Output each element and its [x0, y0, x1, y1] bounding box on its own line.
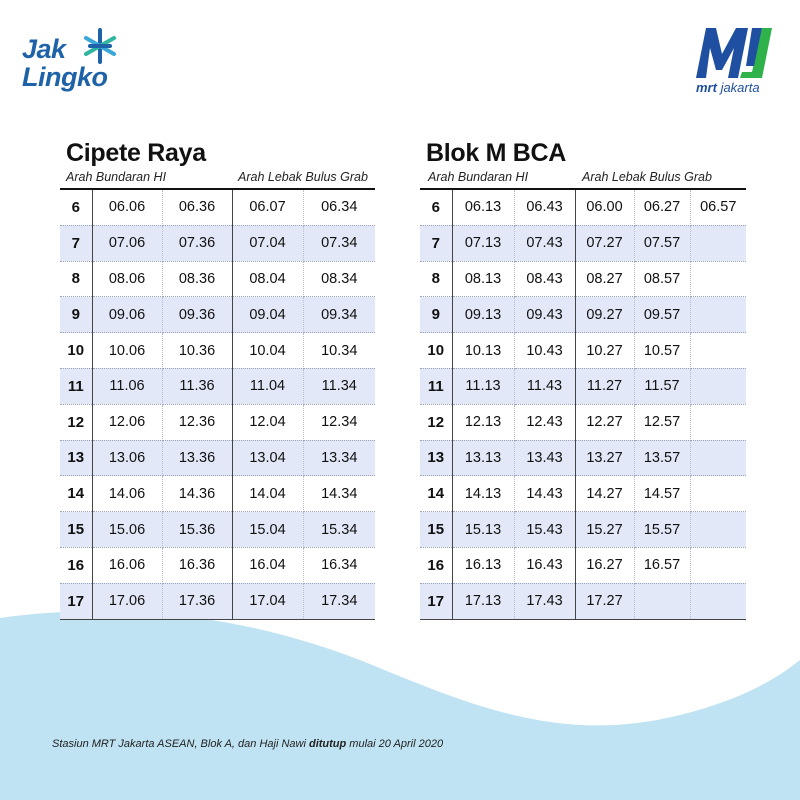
table-row — [420, 190, 746, 225]
hour-cell: 11 — [420, 368, 452, 404]
table-row — [420, 512, 746, 548]
time-cell — [634, 583, 690, 619]
time-cell: 06.34 — [303, 190, 375, 225]
time-cell: 09.27 — [575, 297, 634, 333]
table-row — [420, 261, 746, 297]
hour-cell: 13 — [420, 440, 452, 476]
time-cell: 14.57 — [634, 476, 690, 512]
time-cell: 07.13 — [452, 225, 514, 261]
time-cell: 07.43 — [514, 225, 575, 261]
time-cell: 15.36 — [162, 512, 232, 548]
direction-bundaran-hi: Arah Bundaran HI — [66, 170, 167, 184]
time-cell — [690, 297, 746, 333]
table-row — [60, 225, 375, 261]
time-cell: 14.34 — [303, 476, 375, 512]
time-cell: 08.27 — [575, 261, 634, 297]
time-cell: 10.04 — [232, 333, 303, 369]
mrt-mark-icon — [692, 22, 778, 80]
time-cell: 12.57 — [634, 404, 690, 440]
time-cell: 09.57 — [634, 297, 690, 333]
time-cell: 09.04 — [232, 297, 303, 333]
time-cell: 17.06 — [92, 583, 162, 619]
time-cell — [690, 476, 746, 512]
time-cell: 13.13 — [452, 440, 514, 476]
time-cell: 09.34 — [303, 297, 375, 333]
time-cell: 06.43 — [514, 190, 575, 225]
hour-cell: 9 — [420, 297, 452, 333]
hour-cell: 15 — [420, 512, 452, 548]
station-title: Cipete Raya — [66, 139, 206, 167]
jaklingko-logo-line1: Jak — [22, 34, 66, 64]
time-cell: 07.06 — [92, 225, 162, 261]
direction-header — [420, 168, 746, 190]
time-cell: 06.57 — [690, 190, 746, 225]
time-cell: 15.43 — [514, 512, 575, 548]
hour-cell: 12 — [60, 404, 92, 440]
table-row — [420, 476, 746, 512]
time-cell: 16.34 — [303, 547, 375, 583]
time-cell — [690, 368, 746, 404]
time-cell: 13.06 — [92, 440, 162, 476]
direction-lebak-bulus: Arah Lebak Bulus Grab — [582, 170, 712, 184]
table-row — [420, 404, 746, 440]
table-row — [60, 512, 375, 548]
time-cell: 06.13 — [452, 190, 514, 225]
time-cell: 13.27 — [575, 440, 634, 476]
time-cell: 09.06 — [92, 297, 162, 333]
time-cell: 14.13 — [452, 476, 514, 512]
time-cell: 06.27 — [634, 190, 690, 225]
time-cell: 13.34 — [303, 440, 375, 476]
time-cell: 17.43 — [514, 583, 575, 619]
time-cell: 10.36 — [162, 333, 232, 369]
time-cell: 08.36 — [162, 261, 232, 297]
hour-cell: 17 — [60, 583, 92, 619]
blok-m-bca-schedule — [420, 138, 746, 620]
table-row — [60, 440, 375, 476]
hour-cell: 14 — [60, 476, 92, 512]
time-cell: 07.34 — [303, 225, 375, 261]
time-cell: 09.13 — [452, 297, 514, 333]
time-cell: 09.36 — [162, 297, 232, 333]
hour-cell: 8 — [60, 261, 92, 297]
time-cell: 10.06 — [92, 333, 162, 369]
time-cell: 17.27 — [575, 583, 634, 619]
time-cell: 11.36 — [162, 368, 232, 404]
time-cell — [690, 225, 746, 261]
hour-cell: 6 — [60, 190, 92, 225]
table-row — [60, 547, 375, 583]
table-row — [420, 547, 746, 583]
closure-notice — [52, 738, 443, 750]
hour-cell: 6 — [420, 190, 452, 225]
time-cell: 09.43 — [514, 297, 575, 333]
time-cell — [690, 333, 746, 369]
mrt-logo-caption — [696, 80, 760, 95]
table-row — [60, 404, 375, 440]
direction-lebak-bulus: Arah Lebak Bulus Grab — [238, 170, 368, 184]
time-cell: 08.06 — [92, 261, 162, 297]
time-cell: 15.04 — [232, 512, 303, 548]
table-row — [420, 333, 746, 369]
time-cell: 16.04 — [232, 547, 303, 583]
time-cell: 10.43 — [514, 333, 575, 369]
direction-header — [60, 168, 375, 190]
cipete-raya-schedule — [60, 138, 375, 620]
time-cell: 13.36 — [162, 440, 232, 476]
time-cell: 10.27 — [575, 333, 634, 369]
table-row — [60, 261, 375, 297]
hour-cell: 9 — [60, 297, 92, 333]
hour-cell: 7 — [60, 225, 92, 261]
time-cell: 15.13 — [452, 512, 514, 548]
time-cell: 17.04 — [232, 583, 303, 619]
notice-bold: ditutup — [308, 738, 347, 750]
time-cell: 13.04 — [232, 440, 303, 476]
time-cell: 14.36 — [162, 476, 232, 512]
time-cell: 11.57 — [634, 368, 690, 404]
time-cell: 17.34 — [303, 583, 375, 619]
time-cell: 06.36 — [162, 190, 232, 225]
time-cell: 08.43 — [514, 261, 575, 297]
hour-cell: 8 — [420, 261, 452, 297]
time-cell: 16.13 — [452, 547, 514, 583]
hour-cell: 10 — [420, 333, 452, 369]
time-cell — [690, 547, 746, 583]
hour-cell: 14 — [420, 476, 452, 512]
table-row — [420, 225, 746, 261]
time-cell: 12.34 — [303, 404, 375, 440]
time-cell: 11.43 — [514, 368, 575, 404]
station-title: Blok M BCA — [426, 139, 567, 167]
time-cell: 14.04 — [232, 476, 303, 512]
hour-cell: 16 — [60, 547, 92, 583]
hour-cell: 13 — [60, 440, 92, 476]
time-cell: 07.04 — [232, 225, 303, 261]
time-cell: 07.27 — [575, 225, 634, 261]
schedule-table — [60, 190, 375, 620]
time-cell: 12.43 — [514, 404, 575, 440]
time-cell: 08.34 — [303, 261, 375, 297]
time-cell: 11.06 — [92, 368, 162, 404]
hour-cell: 7 — [420, 225, 452, 261]
notice-prefix: Stasiun MRT Jakarta ASEAN, Blok A, dan Haji Nawi — [52, 738, 309, 750]
notice-suffix: mulai 20 April 2020 — [346, 738, 444, 750]
table-row — [60, 333, 375, 369]
direction-bundaran-hi: Arah Bundaran HI — [428, 170, 529, 184]
time-cell — [690, 404, 746, 440]
time-cell: 14.06 — [92, 476, 162, 512]
time-cell: 11.27 — [575, 368, 634, 404]
time-cell: 06.06 — [92, 190, 162, 225]
hour-cell: 15 — [60, 512, 92, 548]
time-cell: 14.43 — [514, 476, 575, 512]
time-cell: 11.04 — [232, 368, 303, 404]
time-cell — [690, 261, 746, 297]
table-row — [420, 440, 746, 476]
table-row — [420, 368, 746, 404]
time-cell: 08.57 — [634, 261, 690, 297]
time-cell: 16.43 — [514, 547, 575, 583]
time-cell: 12.36 — [162, 404, 232, 440]
hour-cell: 10 — [60, 333, 92, 369]
table-row — [60, 368, 375, 404]
time-cell — [690, 583, 746, 619]
time-cell: 15.06 — [92, 512, 162, 548]
time-cell: 17.13 — [452, 583, 514, 619]
time-cell: 15.34 — [303, 512, 375, 548]
time-cell: 12.27 — [575, 404, 634, 440]
table-row — [60, 297, 375, 333]
time-cell: 11.34 — [303, 368, 375, 404]
hour-cell: 17 — [420, 583, 452, 619]
mrt-caption-rest: jakarta — [716, 80, 760, 95]
time-cell: 10.57 — [634, 333, 690, 369]
time-cell: 16.36 — [162, 547, 232, 583]
schedule-table — [420, 190, 746, 620]
hour-cell: 16 — [420, 547, 452, 583]
mrt-jakarta-logo — [692, 22, 788, 100]
mrt-caption-bold: mrt — [696, 80, 717, 95]
table-row — [60, 190, 375, 225]
jaklingko-logo-line2: Lingko — [22, 62, 108, 92]
table-row — [60, 476, 375, 512]
hour-cell: 12 — [420, 404, 452, 440]
time-cell: 13.43 — [514, 440, 575, 476]
time-cell: 10.13 — [452, 333, 514, 369]
time-cell — [690, 440, 746, 476]
time-cell: 12.13 — [452, 404, 514, 440]
time-cell: 06.07 — [232, 190, 303, 225]
time-cell: 15.27 — [575, 512, 634, 548]
table-row — [420, 297, 746, 333]
time-cell: 16.27 — [575, 547, 634, 583]
time-cell: 17.36 — [162, 583, 232, 619]
time-cell: 07.57 — [634, 225, 690, 261]
time-cell: 14.27 — [575, 476, 634, 512]
time-cell: 08.13 — [452, 261, 514, 297]
jaklingko-star-icon — [80, 26, 120, 66]
hour-cell: 11 — [60, 368, 92, 404]
time-cell: 10.34 — [303, 333, 375, 369]
time-cell: 12.06 — [92, 404, 162, 440]
time-cell: 12.04 — [232, 404, 303, 440]
time-cell: 13.57 — [634, 440, 690, 476]
time-cell: 15.57 — [634, 512, 690, 548]
time-cell: 06.00 — [575, 190, 634, 225]
time-cell: 08.04 — [232, 261, 303, 297]
jaklingko-logo — [22, 26, 132, 98]
time-cell: 16.06 — [92, 547, 162, 583]
time-cell — [690, 512, 746, 548]
time-cell: 16.57 — [634, 547, 690, 583]
time-cell: 11.13 — [452, 368, 514, 404]
time-cell: 07.36 — [162, 225, 232, 261]
table-row — [420, 583, 746, 619]
table-row — [60, 583, 375, 619]
